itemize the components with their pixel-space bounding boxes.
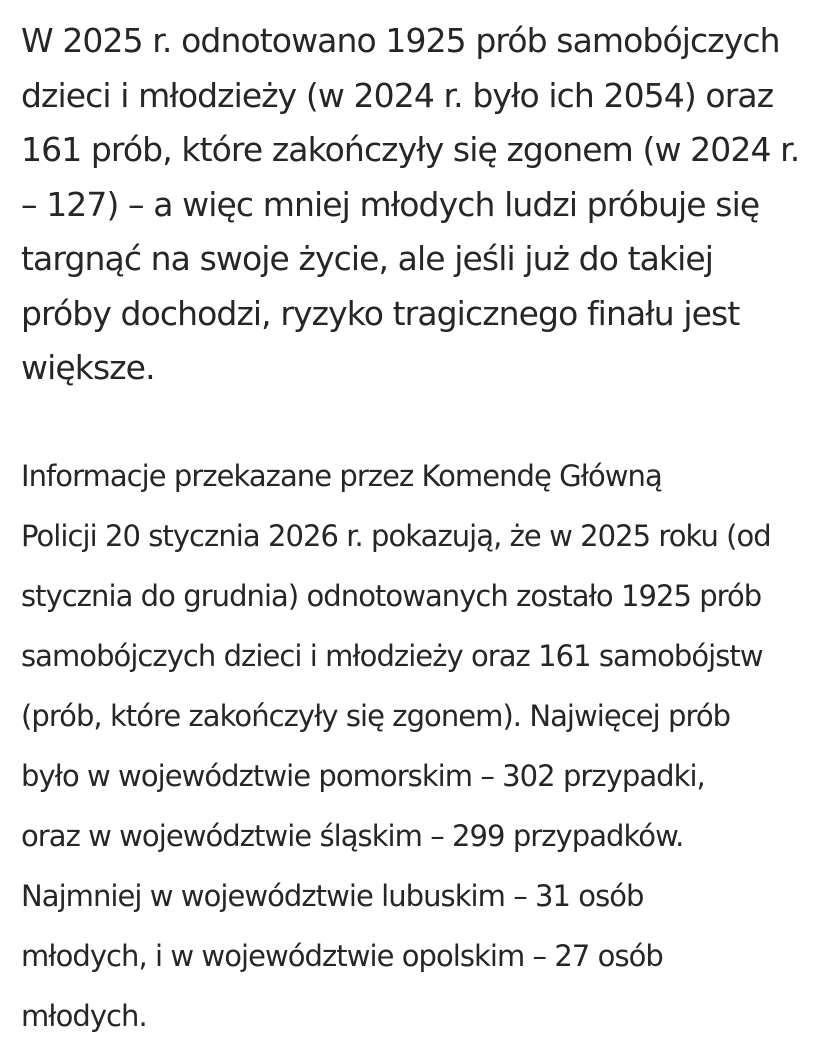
body-line: samobójczych dzieci i młodzieży oraz 161 samobójstw <box>21 638 763 673</box>
lead-line: dzieci i młodzieży (w 2024 r. było ich 2054) oraz <box>21 75 774 115</box>
body-paragraph <box>21 446 821 1046</box>
lead-line: – 127) – a więc mniej młodych ludzi próbuje się <box>21 184 760 224</box>
body-line: młodych, i w województwie opolskim – 27 osób <box>21 938 663 973</box>
body-line: stycznia do grudnia) odnotowanych zostało 1925 prób <box>21 578 762 613</box>
lead-line: 161 prób, które zakończyły się zgonem (w 2024 r. <box>21 130 800 169</box>
lead-line: targnąć na swoje życie, ale jeśli już do takiej <box>21 239 714 278</box>
lead-line: próby dochodzi, ryzyko tragicznego finału jest <box>21 293 740 333</box>
body-line: oraz w województwie śląskim – 299 przypadków. <box>21 818 684 853</box>
body-line: młodych. <box>21 998 147 1033</box>
lead-paragraph <box>21 14 821 396</box>
lead-line: W 2025 r. odnotowano 1925 prób samobójczych <box>21 21 780 60</box>
body-line: Policji 20 stycznia 2026 r. pokazują, że w 2025 roku (od <box>21 518 771 553</box>
article-content <box>21 14 821 1046</box>
body-line: Najmniej w województwie lubuskim – 31 osób <box>21 878 644 913</box>
body-line: Informacje przekazane przez Komendę Główną <box>21 458 662 493</box>
body-line: było w województwie pomorskim – 302 przypadki, <box>21 758 705 793</box>
lead-line: większe. <box>21 348 155 387</box>
body-line: (prób, które zakończyły się zgonem). Najwięcej prób <box>21 698 731 733</box>
